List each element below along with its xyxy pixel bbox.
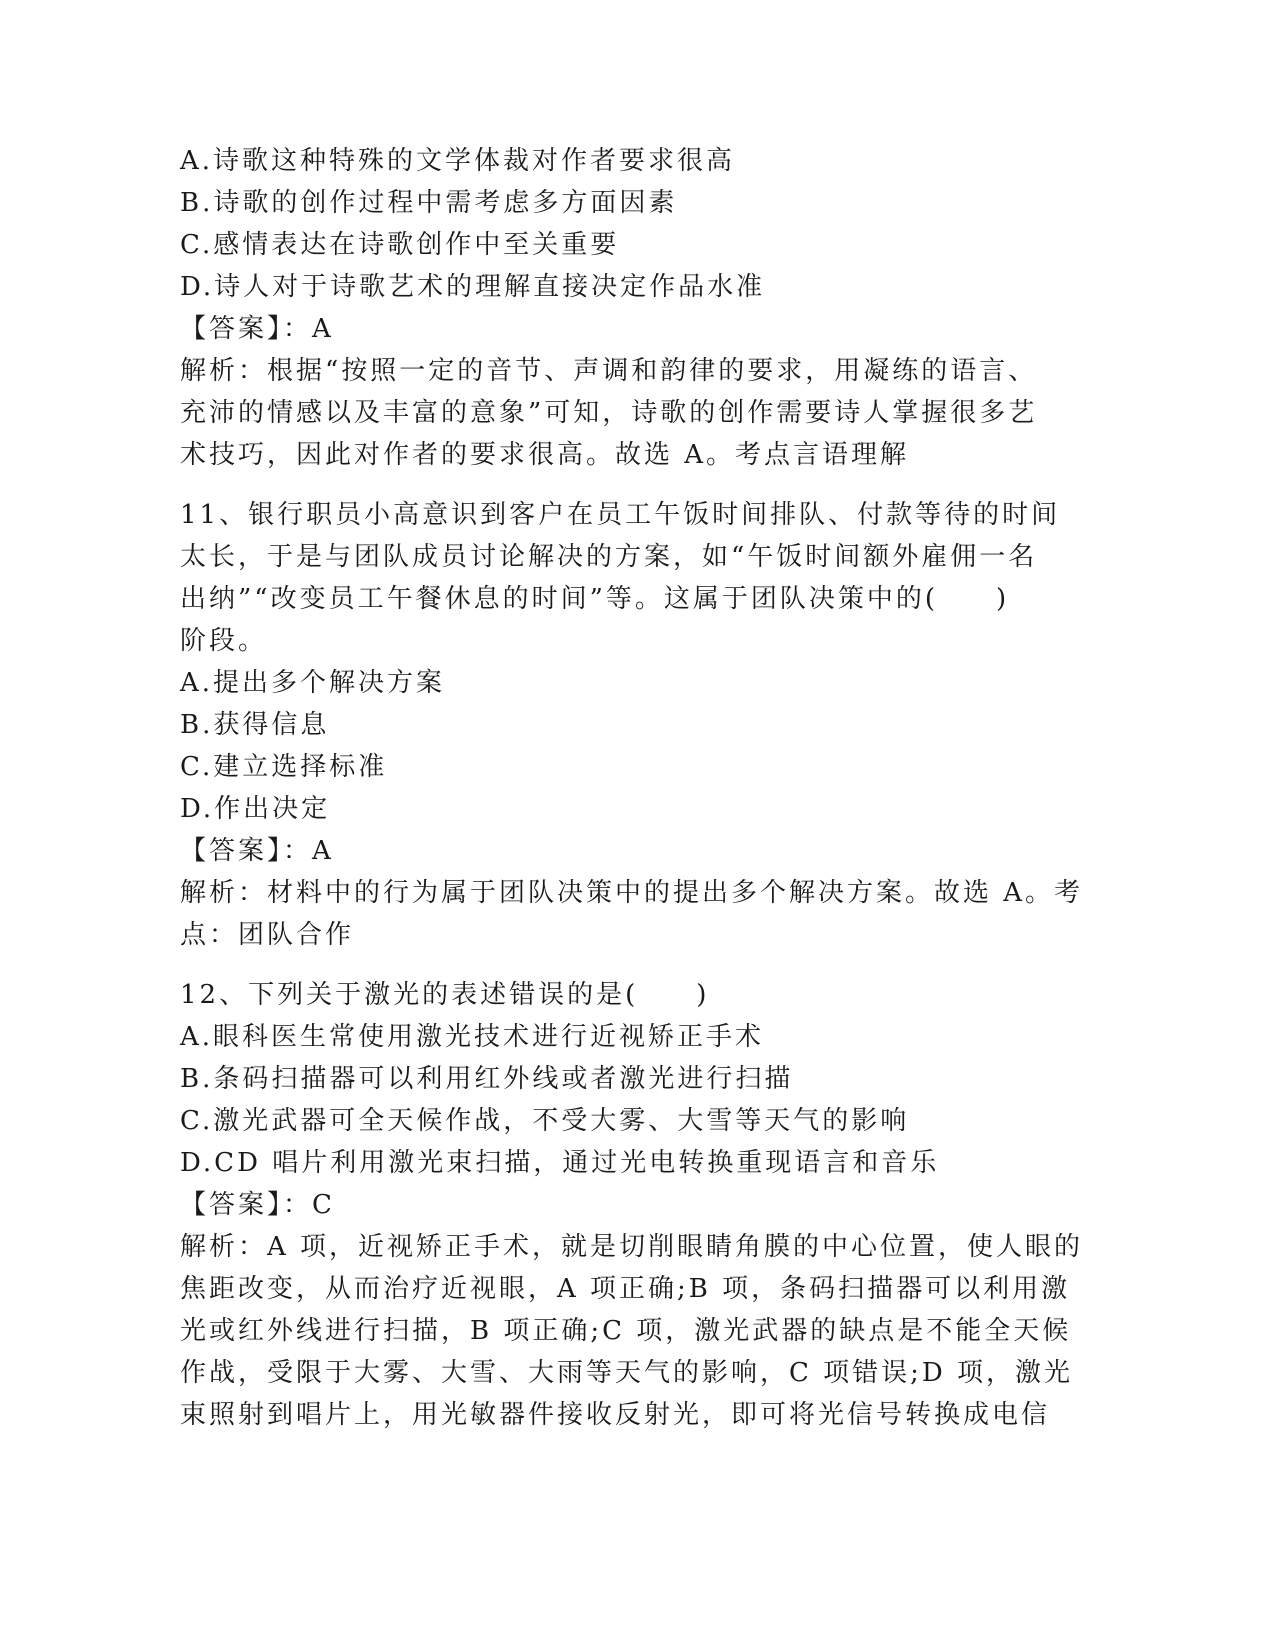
option-c: C.建立选择标准 [180, 752, 388, 782]
answer-line: 【答案】：A [180, 314, 334, 344]
question-stem: 12、下列关于激光的表述错误的是( ) [180, 980, 710, 1010]
document-page [180, 140, 1100, 1436]
option-b: B.获得信息 [180, 710, 330, 740]
question-stem: 阶段。 [180, 626, 268, 656]
option-a: A.眼科医生常使用激光技术进行近视矫正手术 [180, 1022, 765, 1052]
explanation-line: 点：团队合作 [180, 920, 355, 950]
explanation-line: 作战，受限于大雾、大雪、大雨等天气的影响，C 项错误;D 项，激光 [180, 1358, 1074, 1388]
option-b: B.条码扫描器可以利用红外线或者激光进行扫描 [180, 1064, 794, 1094]
explanation-line: 充沛的情感以及丰富的意象”可知，诗歌的创作需要诗人掌握很多艺 [180, 398, 1038, 428]
option-c: C.激光武器可全天候作战，不受大雾、大雪等天气的影响 [180, 1106, 910, 1136]
explanation-line: 术技巧，因此对作者的要求很高。故选 A。考点言语理解 [180, 440, 910, 470]
option-d: D.CD 唱片利用激光束扫描，通过光电转换重现语言和音乐 [180, 1148, 940, 1178]
option-a: A.诗歌这种特殊的文学体裁对作者要求很高 [180, 146, 736, 176]
option-b: B.诗歌的创作过程中需考虑多方面因素 [180, 188, 678, 218]
spacer [180, 476, 1100, 494]
question-11 [180, 494, 1100, 956]
answer-line: 【答案】：A [180, 836, 334, 866]
question-12 [180, 974, 1100, 1436]
explanation-line: 焦距改变，从而治疗近视眼，A 项正确;B 项，条码扫描器可以利用激 [180, 1274, 1071, 1304]
option-a: A.提出多个解决方案 [180, 668, 446, 698]
explanation-line: 解析：根据“按照一定的音节、声调和韵律的要求，用凝练的语言、 [180, 356, 1038, 386]
explanation-line: 束照射到唱片上，用光敏器件接收反射光，即可将光信号转换成电信 [180, 1400, 1051, 1430]
answer-line: 【答案】：C [180, 1190, 335, 1220]
question-stem: 太长，于是与团队成员讨论解决的方案，如“午饭时间额外雇佣一名 [180, 542, 1038, 572]
question-10 [180, 140, 1100, 476]
spacer [180, 956, 1100, 974]
option-c: C.感情表达在诗歌创作中至关重要 [180, 230, 620, 260]
option-d: D.诗人对于诗歌艺术的理解直接决定作品水准 [180, 272, 766, 302]
question-stem: 出纳”“改变员工午餐休息的时间”等。这属于团队决策中的( ) [180, 584, 1010, 614]
explanation-line: 解析：A 项，近视矫正手术，就是切削眼睛角膜的中心位置，使人眼的 [180, 1232, 1084, 1262]
explanation-line: 解析：材料中的行为属于团队决策中的提出多个解决方案。故选 A。考 [180, 878, 1084, 908]
explanation-line: 光或红外线进行扫描，B 项正确;C 项，激光武器的缺点是不能全天候 [180, 1316, 1072, 1346]
question-stem: 11、银行职员小高意识到客户在员工午饭时间排队、付款等待的时间 [180, 500, 1061, 530]
option-d: D.作出决定 [180, 794, 331, 824]
